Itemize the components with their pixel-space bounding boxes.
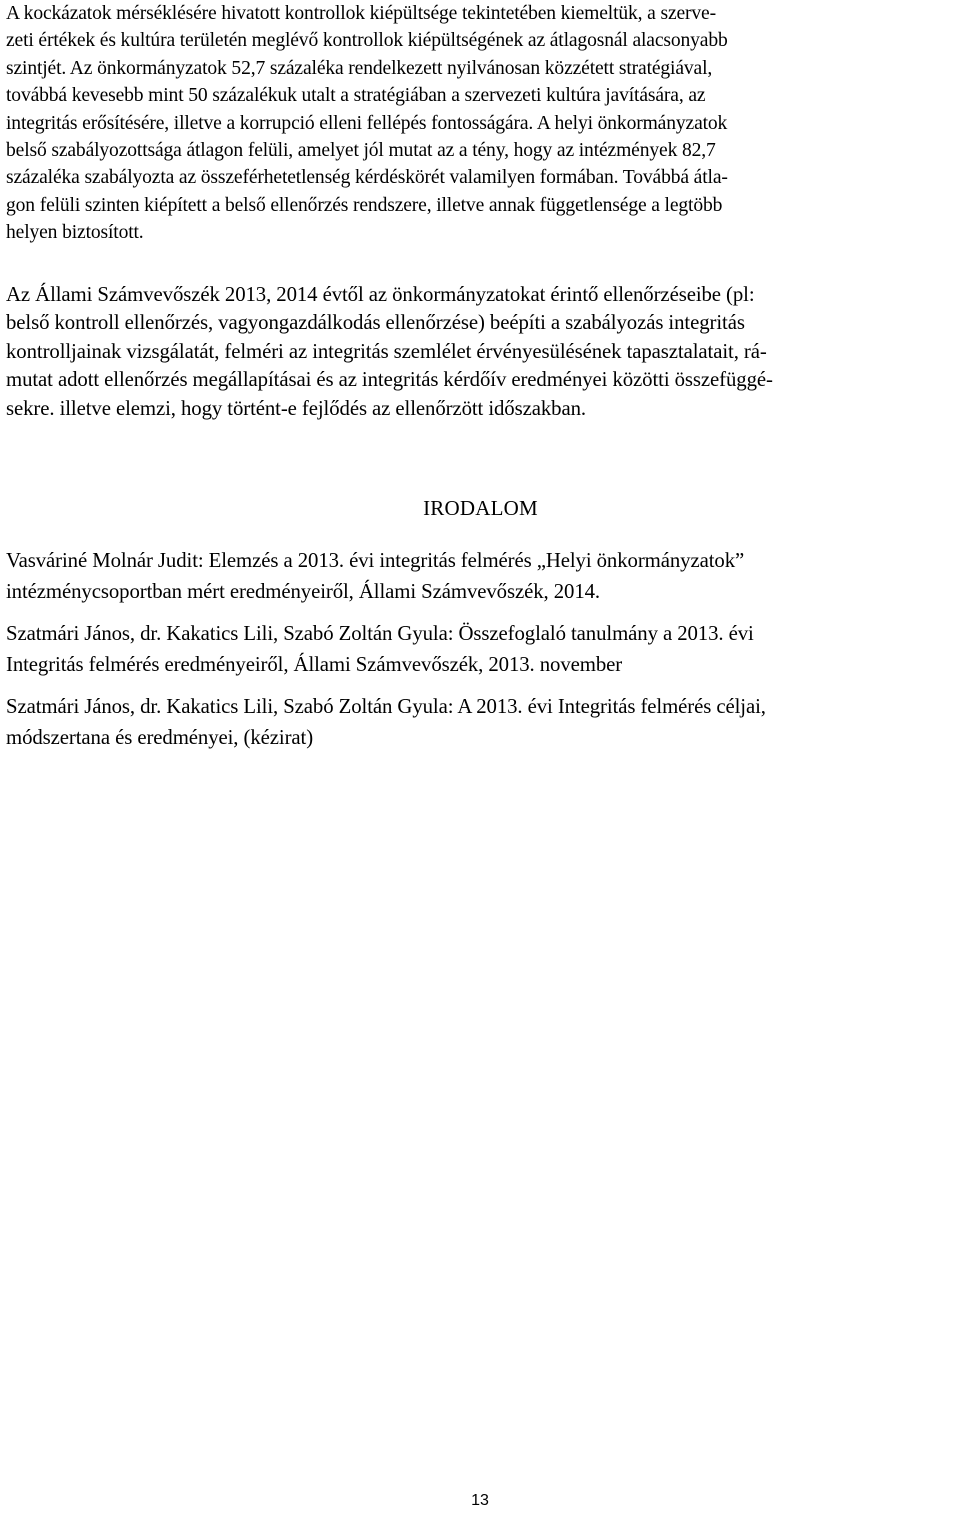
reference-entry — [6, 691, 955, 753]
paragraph-line: Az Állami Számvevőszék 2013, 2014 évtől az önkormányzatokat érintő ellenőrzéseibe (pl: — [6, 283, 755, 306]
reference-entry — [6, 618, 955, 680]
body-paragraph-2 — [6, 281, 955, 423]
reference-line: módszertana és eredményei, (kézirat) — [6, 726, 314, 749]
body-paragraph-1 — [6, 0, 955, 247]
paragraph-line: továbbá kevesebb mint 50 százalékuk utalt a stratégiában a szervezeti kultúra javítására, az — [6, 85, 706, 107]
paragraph-line: A kockázatok mérséklésére hivatott kontrollok kiépültsége tekintetében kiemeltük, a szerve- — [6, 3, 716, 24]
references-list — [6, 545, 955, 753]
paragraph-line: százaléka szabályozta az összeférhetetlenség kérdéskörét valamilyen formában. Továbbá átla- — [6, 167, 728, 189]
reference-entry — [6, 545, 955, 607]
page-number: 13 — [471, 1492, 489, 1509]
reference-line: Vasváriné Molnár Judit: Elemzés a 2013. évi integritás felmérés „Helyi önkormányzatok” — [6, 549, 745, 572]
paragraph-line: szintjét. Az önkormányzatok 52,7 százaléka rendelkezett nyilvánosan közzétett stratégiával, — [6, 57, 713, 79]
paragraph-line: sekre. illetve elemzi, hogy történt-e fejlődés az ellenőrzött időszakban. — [6, 396, 586, 420]
reference-line: Szatmári János, dr. Kakatics Lili, Szabó Zoltán Gyula: A 2013. évi Integritás felmérés céljai, — [6, 695, 766, 718]
paragraph-line: kontrolljainak vizsgálatát, felméri az integritás szemlélet érvényesülésének tapasztalatait, rá- — [6, 339, 767, 363]
paragraph-line: mutat adott ellenőrzés megállapításai és az integritás kérdőív eredményei közötti összefüggé- — [6, 368, 773, 392]
paragraph-line: belső szabályozottsága átlagon felüli, amelyet jól mutat az a tény, hogy az intézmények 82,7 — [6, 140, 716, 162]
paragraph-line: helyen biztosított. — [6, 222, 144, 244]
paragraph-line: zeti értékek és kultúra területén meglévő kontrollok kiépültségének az átlagosnál alacsonyabb — [6, 30, 728, 52]
paragraph-line: gon felüli szinten kiépített a belső ellenőrzés rendszere, illetve annak függetlensége a legtöbb — [6, 194, 723, 216]
reference-line: Integritás felmérés eredményeiről, Állami Számvevőszék, 2013. november — [6, 653, 623, 676]
reference-line: intézménycsoportban mért eredményeiről, Állami Számvevőszék, 2014. — [6, 580, 601, 603]
paragraph-line: belső kontroll ellenőrzés, vagyongazdálkodás ellenőrzése) beépíti a szabályozás integritás — [6, 311, 745, 335]
reference-line: Szatmári János, dr. Kakatics Lili, Szabó Zoltán Gyula: Összefoglaló tanulmány a 2013. évi — [6, 622, 754, 645]
paragraph-line: integritás erősítésére, illetve a korrupció elleni fellépés fontosságára. A helyi önkormányzatok — [6, 112, 728, 134]
references-heading: IRODALOM — [423, 496, 538, 520]
